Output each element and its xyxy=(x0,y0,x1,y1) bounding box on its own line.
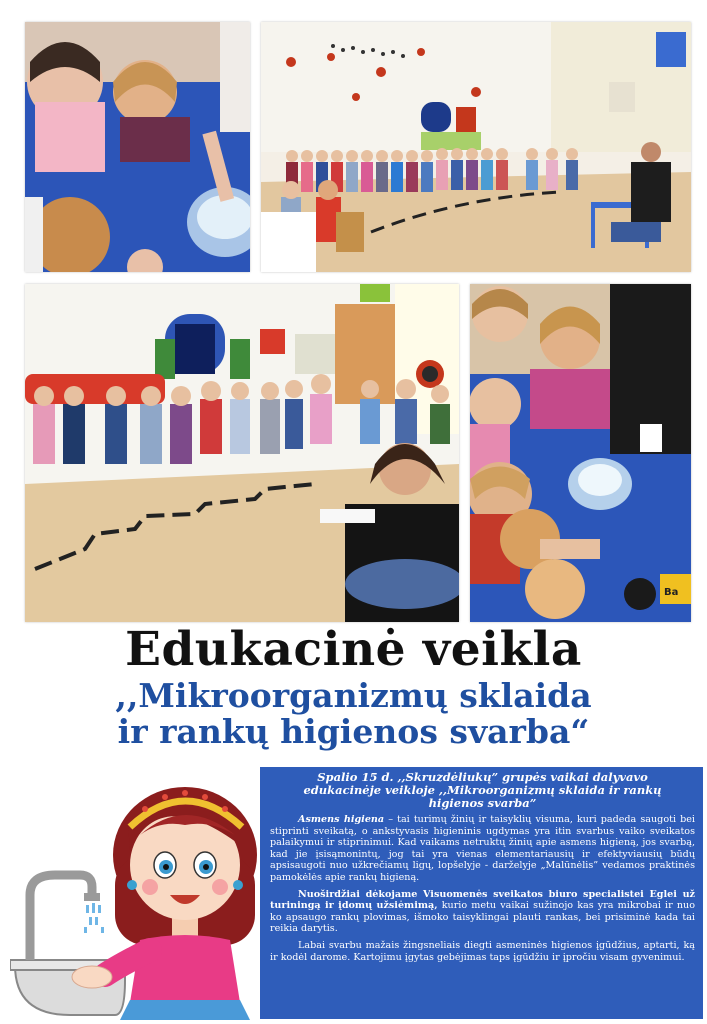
photo-hands-in-bowl xyxy=(470,284,691,622)
photo-classroom-circle xyxy=(261,22,691,272)
bag-label: Ba xyxy=(664,587,679,598)
photo-water-bowl xyxy=(25,22,250,272)
photo-teacher-gloves xyxy=(25,284,459,622)
paragraph-1-lead: Asmens higiena xyxy=(298,814,385,825)
article-intro: Spalio 15 d. ,,Skruzdėliukų” grupės vaikai dalyvavo edukacinėje veikloje ,,Mikroorganizmų sklaida ir rankų higienos svarba” xyxy=(303,770,662,810)
paragraph-3: Labai svarbu mažais žingsneliais diegti asmeninės higienos įgūdžius, aptarti, ką ir kodėl darome. Kartojimu įgytas gebėjimas taps įgūdžiu ir įpročiu visam gyvenimui. xyxy=(270,939,695,963)
paragraph-2-text: kurio metu vaikai sužinojo kas yra mikrobai ir nuo ko apsaugo rankų plovimas, išmoko taisyklingai plauti rankas, bei prisiminė kada tai reikia darytis. xyxy=(270,900,695,935)
article-box xyxy=(260,767,703,1019)
subtitle-line-2: ir rankų higienos svarba“ xyxy=(117,712,590,751)
paragraph-2-lead: Nuoširdžiai dėkojame Visuomenės sveikatos biuro specialistei Eglei už turiningą ir įdomų užsiėmimą, xyxy=(270,888,695,912)
paragraph-2 xyxy=(270,889,695,935)
paragraph-1 xyxy=(270,814,695,884)
handwashing-illustration xyxy=(10,765,260,1020)
page-title: Edukacinė veikla xyxy=(125,622,582,677)
paragraph-1-text: – tai turimų žinių ir taisyklių visuma, kuri padeda saugoti bei stiprinti sveikatą, o ankstyvasis higieninis ugdymas yra itin svarbus vaiko sveikatos palaikymui ir stiprinimui. Kad vaikams netruktų žinių apie asmens higieną, jos svarbą, kad jie įsisąmonintų, jog tai yra vienas elementariausių ir efektyviausių būdų apsisaugoti nuo užkrečiamų ligų, lopšelyje - darželyje „Malūnėlis” vedamos praktinės pamokėlės apie rankų higieną. xyxy=(270,814,695,883)
subtitle-line-1: ,,Mikroorganizmų sklaida xyxy=(115,676,592,715)
